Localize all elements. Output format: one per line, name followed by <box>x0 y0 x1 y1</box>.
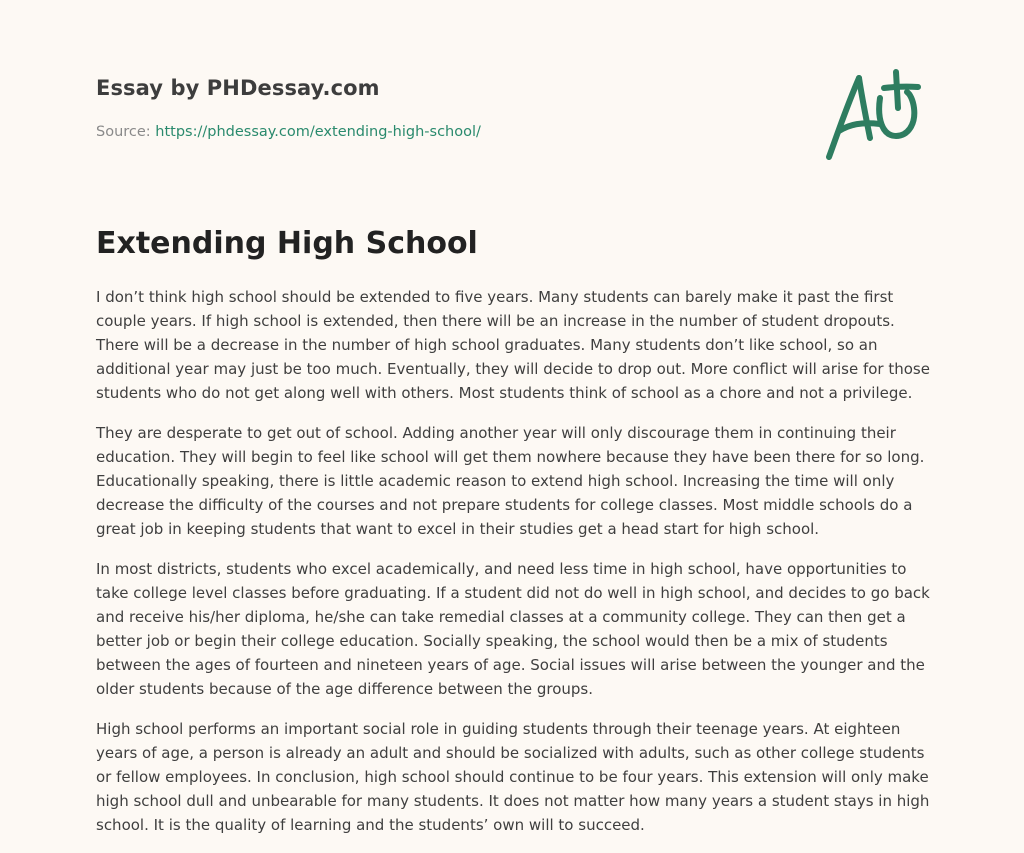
source-line <box>96 124 481 140</box>
brand-title: Essay by PHDessay.com <box>96 76 380 100</box>
essay-paragraph: They are desperate to get out of school. Adding another year will only discourage them in continuing their education. They will begin to feel like school will get them nowhere because they have been there for so long. Educationally speaking, there is little academic reason to extend high school. Increasing the time will only decrease the difficulty of the courses and not prepare students for college classes. Most middle schools do a great job in keeping students that want to excel in their studies get a head start for high school. <box>96 424 925 538</box>
a-plus-icon <box>822 68 926 164</box>
essay-title: Extending High School <box>96 226 478 261</box>
source-label: Source: <box>96 124 156 140</box>
source-link[interactable]: https://phdessay.com/extending-high-school/ <box>155 124 481 140</box>
essay-header <box>96 76 481 140</box>
essay-paragraph: High school performs an important social role in guiding students through their teenage years. At eighteen years of age, a person is already an adult and should be socialized with adults, such as other college students or fellow employees. In conclusion, high school should continue to be four years. This extension will only make high school dull and unbearable for many students. It does not matter how many years a student stays in high school. It is the quality of learning and the students’ own will to succeed. <box>96 720 930 834</box>
essay-body <box>96 285 932 853</box>
essay-paragraph: In most districts, students who excel academically, and need less time in high school, have opportunities to take college level classes before graduating. If a student did not do well in high school, and decides to go back and receive his/her diploma, he/she can take remedial classes at a community college. They can then get a better job or begin their college education. Socially speaking, the school would then be a mix of students between the ages of fourteen and nineteen years of age. Social issues will arise between the younger and the older students because of the age difference between the groups. <box>96 560 930 698</box>
essay-paragraph: I don’t think high school should be extended to five years. Many students can barely make it past the first couple years. If high school is extended, then there will be an increase in the number of student dropouts. There will be a decrease in the number of high school graduates. Many students don’t like school, so an additional year may just be too much. Eventually, they will decide to drop out. More conflict will arise for those students who do not get along well with others. Most students think of school as a chore and not a privilege. <box>96 288 930 402</box>
